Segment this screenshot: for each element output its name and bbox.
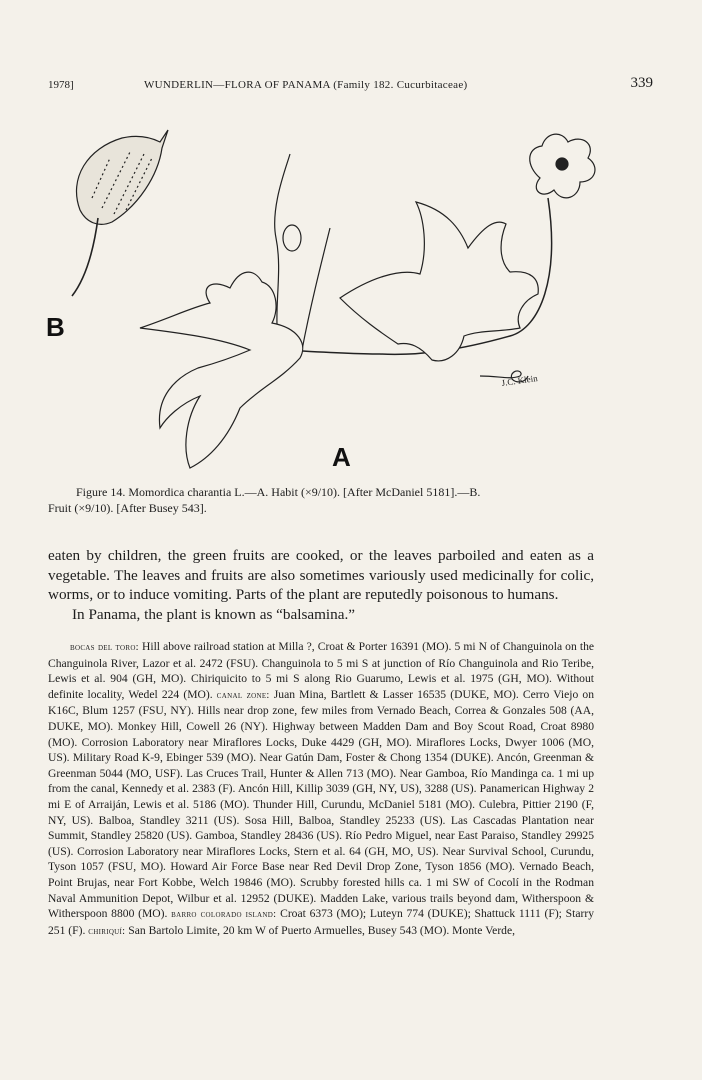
body-text	[48, 546, 594, 624]
figure-label-a: A	[332, 442, 351, 472]
page-number: 339	[630, 75, 653, 91]
header-year: 1978]	[48, 79, 74, 91]
specimens-barro-colorado: Croat 6373 (MO); Luteyn 774 (DUKE); Shattuck 1111 (F); Starry 251 (F).	[48, 907, 594, 937]
flower-drawing	[530, 134, 595, 198]
region-chiriqui: chiriquí:	[88, 925, 126, 937]
fruit-drawing	[72, 130, 168, 296]
specimen-citations	[48, 639, 594, 939]
running-header	[48, 77, 653, 95]
body-paragraph-1: eaten by children, the green fruits are cooked, or the leaves parboiled and eaten as a vegetable. The leaves and fruits are also sometimes variously used medicinally for colic, worms, or to induce vomiting. Parts of the plant are reputedly poisonous to humans.	[48, 547, 594, 603]
specimens-chiriqui: San Bartolo Limite, 20 km W of Puerto Armuelles, Busey 543 (MO). Monte Verde,	[125, 923, 516, 937]
region-canal-zone: canal zone:	[216, 689, 270, 701]
caption-line-2: Fruit (×9/10). [After Busey 543].	[48, 501, 207, 515]
momordica-drawing	[40, 118, 640, 478]
body-paragraph-2: In Panama, the plant is known as “balsamina.”	[72, 605, 356, 623]
header-running-title: WUNDERLIN—FLORA OF PANAMA (Family 182. Cucurbitaceae)	[144, 79, 468, 91]
region-bocas-del-toro: bocas del toro:	[70, 642, 139, 653]
figure-label-b: B	[46, 312, 65, 342]
caption-line-1: Figure 14. Momordica charantia L.—A. Habit (×9/10). [After McDaniel 5181].—B.	[76, 485, 481, 499]
specimens-bocas-del-toro: Hill above railroad station at Milla ?, Croat & Porter 16391 (MO). 5 mi N of Changuinola on the Changuinola River, Lazor et al. 2472 (FSU). Changuinola to 5 mi S at junction of Río Changuinola and Rio Teribe, Lewis et al. 904 (GH, MO). Chiriquicito to 5 mi S along Rio Guarumo, Lewis et al. 1975 (GH, MO). Without definite locality, Wedel 224 (MO).	[48, 640, 595, 701]
botanical-illustration	[40, 118, 640, 478]
specimens-canal-zone: Juan Mina, Bartlett & Lasser 16535 (DUKE, MO). Cerro Viejo on K16C, Blum 1257 (FSU, NY). Hills near drop zone, few miles from Vernado Beach, Correa & Gonzales 508 (AA, DUKE, MO). Monkey Hill, Cowell 26 (NY). Highway between Madden Dam and Boy Scout Road, Croat 8980 (MO). Corrosion Laboratory near Miraflores Locks, Duke 4429 (GH, MO). Miraflores Locks, Dwyer 1006 (MO, US). Military Road K-9, Ebinger 539 (MO). Near Gatún Dam, Foster & Chong 1354 (DUKE). Ancón, Greenman & Greenman 5044 (MO, USF). Las Cruces Trail, Hunter & Allen 713 (MO). Near Gamboa, Río Mandinga ca. 1 mi up from the canal, Kennedy et al. 2383 (F). Ancón Hill, Killip 3039 (GH, NY, US), 3288 (US). Panamerican Highway 2 mi E of Arraiján, Lewis et al. 5186 (MO). Thunder Hill, Curundu, McDaniel 5181 (MO). Culebra, Pittier 2190 (F, NY, US). Balboa, Standley 3211 (US). Sosa Hill, Balboa, Standley 25233 (US). Las Cascadas Plantation near Summit, Standley 25820 (US). Gamboa, Standley 28436 (US). Río Pedro Miguel, near East Paraiso, Standley 29925 (US). Corrosion Laboratory near Miraflores Locks, Stern et al. 64 (GH, MO, US). Near Survival School, Curundu, Tyson 1057 (FSU, MO). Howard Air Force Base near Red Devil Drop Zone, Tyson 1856 (MO). Vernado Beach, Point Brujas, near Fort Kobbe, Welch 19846 (MO). Scrubby forested hills ca. 1 mi SW of Cocolí in the Rodman Naval Ammunition Depot, Wilbur et al. 12952 (DUKE). Madden Lake, various trails beyond dam, Witherspoon & Witherspoon 8800 (MO).	[48, 687, 595, 921]
region-barro-colorado: barro colorado island:	[171, 909, 277, 921]
figure-caption	[48, 484, 636, 516]
artist-signature: J.C. Klein	[500, 373, 539, 388]
